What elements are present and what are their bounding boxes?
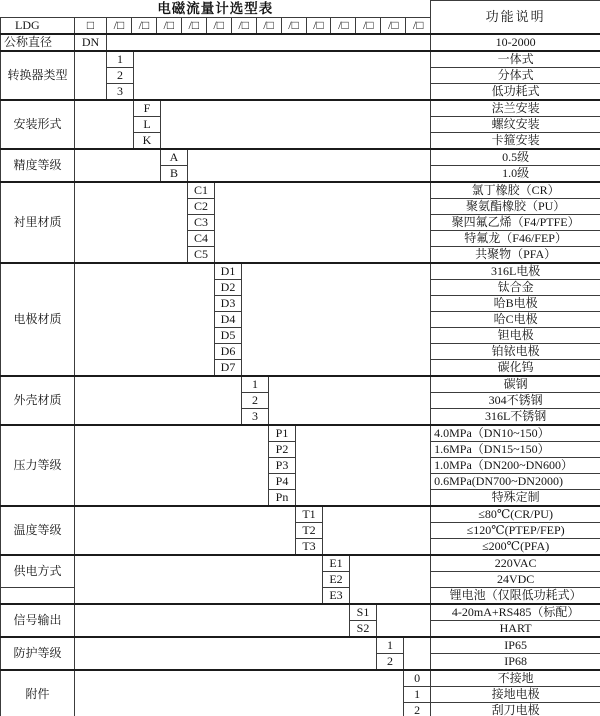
code-box-slot: /□: [405, 18, 430, 33]
function-cell: 碳化钨: [431, 359, 600, 376]
code-cell: 1: [107, 51, 134, 68]
code-cell: D7: [215, 359, 242, 376]
spacer-cell: [75, 149, 161, 182]
group-label: 压力等级: [1, 425, 75, 506]
function-cell: 钛合金: [431, 279, 600, 295]
table-title: 电磁流量计选型表: [1, 1, 431, 18]
function-cell: 316L电极: [431, 263, 600, 280]
function-cell: 特殊定制: [431, 489, 600, 506]
code-box-slot: /□: [113, 17, 125, 32]
spacer-cell: [188, 149, 431, 182]
spacer-cell: [215, 182, 431, 263]
group-temperature-rating: [1, 506, 600, 523]
group-label: 安装形式: [1, 100, 75, 149]
group-lining-material: [1, 182, 600, 199]
group-label: 附件: [1, 670, 75, 716]
code-cell: 2: [242, 392, 269, 408]
function-cell: ≤120℃(PTEP/FEP): [431, 522, 600, 538]
function-cell: 304不锈钢: [431, 392, 600, 408]
code-cell: 3: [242, 408, 269, 425]
code-cell: 3: [107, 83, 134, 100]
code-box-slot: /□: [206, 18, 231, 33]
code-box-slot: /□: [181, 18, 206, 33]
code-cell: A: [161, 149, 188, 166]
spacer-cell: [75, 182, 188, 263]
function-cell: ≤80℃(CR/PU): [431, 506, 600, 523]
code-cell: T1: [296, 506, 323, 523]
function-cell: IP68: [431, 653, 600, 670]
spacer-cell: [377, 604, 431, 637]
group-nominal-diameter: [1, 34, 600, 51]
code-cell: 0: [404, 670, 431, 687]
spacer-cell: [75, 100, 134, 149]
slot-row: [107, 18, 430, 33]
function-cell: 0.5级: [431, 149, 600, 166]
function-cell: 1.0级: [431, 165, 600, 182]
code-box-slot: /□: [380, 18, 405, 33]
function-cell: HART: [431, 620, 600, 637]
function-cell: 特氟龙（F46/FEP）: [431, 230, 600, 246]
spacer-cell: [404, 637, 431, 670]
group-label: 衬里材质: [1, 182, 75, 263]
code-box-slot: /□: [330, 18, 355, 33]
group-label: 公称直径: [1, 34, 75, 51]
spacer-cell: [75, 670, 404, 716]
code-cell: P3: [269, 457, 296, 473]
code-cell: D6: [215, 343, 242, 359]
spacer-cell: [75, 263, 215, 376]
function-cell: 接地电极: [431, 686, 600, 702]
function-cell: 1.0MPa（DN200~DN600）: [431, 457, 600, 473]
code-cell: E2: [323, 571, 350, 587]
group-label: 供电方式: [1, 555, 75, 588]
function-cell: 碳钢: [431, 376, 600, 393]
code-cell: K: [134, 132, 161, 149]
code-cell: 1: [242, 376, 269, 393]
code-cell: D2: [215, 279, 242, 295]
code-cell: 1: [404, 686, 431, 702]
code-box-first: □: [75, 17, 107, 34]
function-cell: 0.6MPa(DN700~DN2000): [431, 473, 600, 489]
function-cell: 钽电极: [431, 327, 600, 343]
code-cell: DN: [75, 34, 107, 51]
function-cell: 1.6MPa（DN15~150）: [431, 441, 600, 457]
group-installation: [1, 100, 600, 117]
code-cell: D4: [215, 311, 242, 327]
group-label: 温度等级: [1, 506, 75, 555]
spacer-cell: [107, 34, 431, 51]
group-pressure-rating: [1, 425, 600, 442]
code-cell: C1: [188, 182, 215, 199]
function-cell: IP65: [431, 637, 600, 654]
spacer-cell: [75, 637, 377, 670]
spacer-cell: [350, 555, 431, 604]
function-cell: 一体式: [431, 51, 600, 68]
group-accessories: [1, 670, 600, 687]
function-cell: 聚四氟乙烯（F4/PTFE）: [431, 214, 600, 230]
spacer-cell: [75, 425, 269, 506]
spacer-cell: [75, 555, 323, 604]
code-box-slot: /□: [281, 18, 306, 33]
function-cell: 4-20mA+RS485（标配）: [431, 604, 600, 621]
code-box-slot: /□: [256, 18, 281, 33]
code-cell: C5: [188, 246, 215, 263]
code-cell: L: [134, 116, 161, 132]
group-protection-rating: [1, 637, 600, 654]
function-cell: 刮刀电极: [431, 702, 600, 716]
function-cell: 220VAC: [431, 555, 600, 572]
model-code-label: LDG: [1, 17, 75, 34]
function-cell: 不接地: [431, 670, 600, 687]
group-accuracy: [1, 149, 600, 166]
code-cell: Pn: [269, 489, 296, 506]
group-power-supply: [1, 555, 600, 572]
code-box-slot: /□: [131, 18, 156, 33]
function-cell: 分体式: [431, 67, 600, 83]
code-cell: S1: [350, 604, 377, 621]
code-cell: D3: [215, 295, 242, 311]
spacer-cell: [1, 587, 75, 604]
code-box-slot: /□: [355, 18, 380, 33]
code-box-slot: /□: [156, 18, 181, 33]
group-label: 外壳材质: [1, 376, 75, 425]
function-column-header: 功能说明: [431, 1, 600, 34]
code-cell: P1: [269, 425, 296, 442]
code-cell: 2: [404, 702, 431, 716]
group-label: 防护等级: [1, 637, 75, 670]
code-cell: 1: [377, 637, 404, 654]
code-cell: D1: [215, 263, 242, 280]
group-housing-material: [1, 376, 600, 393]
group-converter-type: [1, 51, 600, 68]
group-label: 电极材质: [1, 263, 75, 376]
code-cell: E1: [323, 555, 350, 572]
code-box-slot: /□: [231, 18, 256, 33]
spacer-cell: [134, 51, 431, 100]
function-cell: 卡箍安装: [431, 132, 600, 149]
function-cell: ≤200℃(PFA): [431, 538, 600, 555]
code-cell: B: [161, 165, 188, 182]
code-cell: C4: [188, 230, 215, 246]
function-cell: 锂电池（仅限低功耗式）: [431, 587, 600, 604]
code-cell: C3: [188, 214, 215, 230]
function-cell: 24VDC: [431, 571, 600, 587]
code-cell: P4: [269, 473, 296, 489]
code-cell: E3: [323, 587, 350, 604]
spacer-cell: [75, 604, 350, 637]
code-cell: P2: [269, 441, 296, 457]
function-cell: 铂铱电极: [431, 343, 600, 359]
spacer-cell: [161, 100, 431, 149]
spacer-cell: [242, 263, 431, 376]
code-cell: 2: [107, 67, 134, 83]
code-cell: D5: [215, 327, 242, 343]
code-cell: F: [134, 100, 161, 117]
group-label: 转换器类型: [1, 51, 75, 100]
function-cell: 螺纹安装: [431, 116, 600, 132]
group-signal-output: [1, 604, 600, 621]
function-cell: 法兰安装: [431, 100, 600, 117]
function-cell: 共聚物（PFA）: [431, 246, 600, 263]
function-cell: 10-2000: [431, 34, 600, 51]
spacer-cell: [75, 51, 107, 100]
code-cell: C2: [188, 198, 215, 214]
code-cell: S2: [350, 620, 377, 637]
group-label: 信号输出: [1, 604, 75, 637]
function-cell: 氯丁橡胶（CR）: [431, 182, 600, 199]
function-cell: 316L不锈钢: [431, 408, 600, 425]
function-cell: 4.0MPa（DN10~150）: [431, 425, 600, 442]
function-cell: 哈B电极: [431, 295, 600, 311]
function-cell: 聚氨酯橡胶（PU）: [431, 198, 600, 214]
code-cell: T2: [296, 522, 323, 538]
spacer-cell: [323, 506, 431, 555]
code-box-slots: [107, 17, 431, 34]
group-electrode-material: [1, 263, 600, 280]
function-cell: 哈C电极: [431, 311, 600, 327]
spacer-cell: [269, 376, 431, 425]
spacer-cell: [75, 506, 296, 555]
code-cell: T3: [296, 538, 323, 555]
code-box-slot: /□: [306, 18, 331, 33]
spacer-cell: [296, 425, 431, 506]
function-cell: 低功耗式: [431, 83, 600, 100]
group-label: 精度等级: [1, 149, 75, 182]
spacer-cell: [75, 376, 242, 425]
code-cell: 2: [377, 653, 404, 670]
